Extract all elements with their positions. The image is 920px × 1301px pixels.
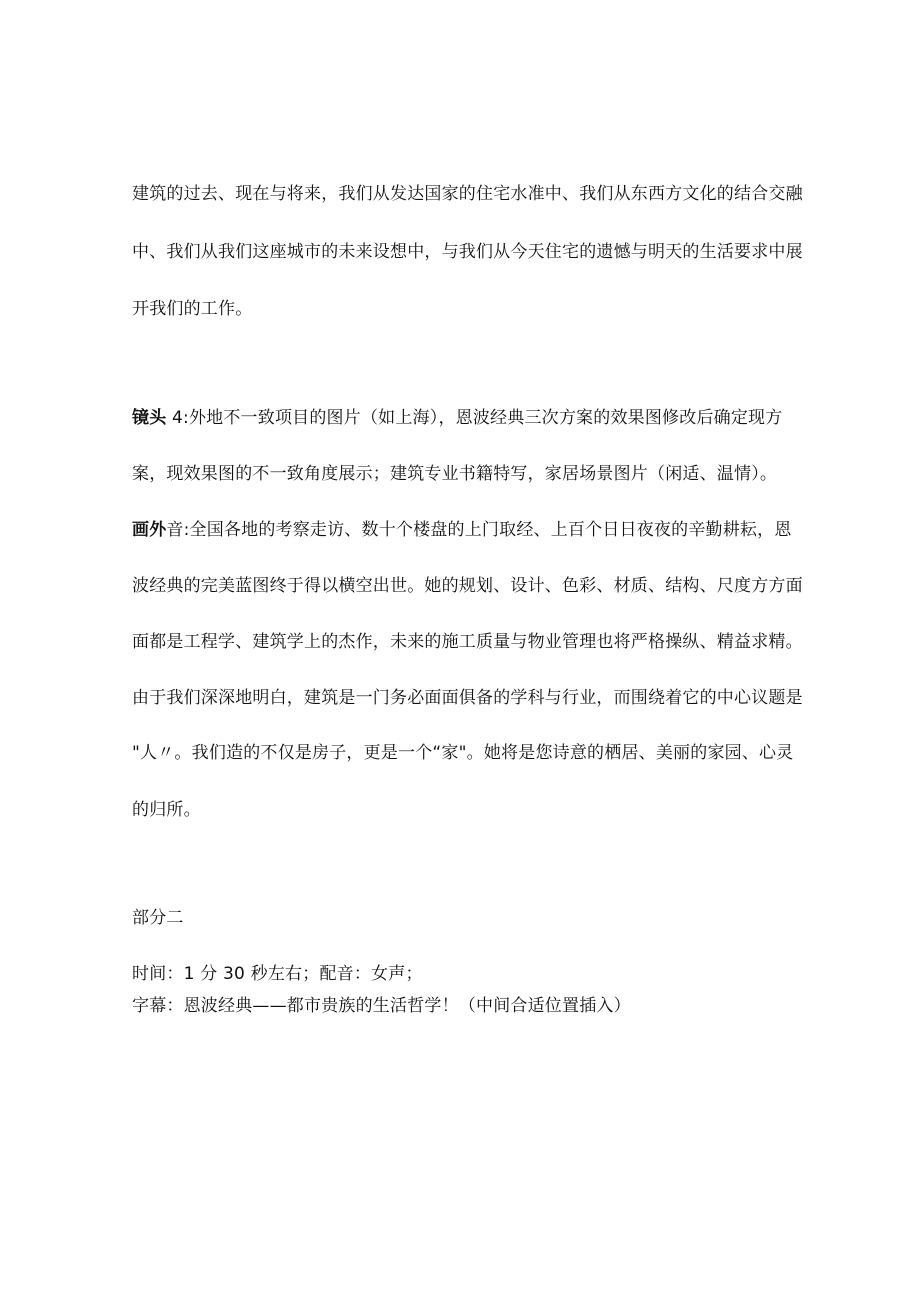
voiceover-label: 画外 bbox=[132, 520, 167, 540]
shot-4-line-2: 案，现效果图的不一致角度展示；建筑专业书籍特写，家居场景图片（闲适、温情）。 bbox=[132, 464, 778, 484]
paragraph-1-line-1: 建筑的过去、现在与将来，我们从发达国家的住宅水准中、我们从东西方文化的结合交融 bbox=[132, 184, 803, 204]
shot-4-line-1 bbox=[132, 406, 812, 430]
voiceover-line-3: 面都是工程学、建筑学上的杰作，未来的施工质量与物业管理也将严格操纵、精益求精。 bbox=[132, 632, 803, 652]
voiceover-text-start: 音:全国各地的考察走访、数十个楼盘的上门取经、上百个日日夜夜的辛勤耕耘，恩 bbox=[166, 520, 792, 540]
voiceover-line-5: "人〃。我们造的不仅是房子，更是一个“家"。她将是您诗意的栖居、美丽的家园、心灵 bbox=[132, 743, 794, 763]
part-2-heading: 部分二 bbox=[132, 908, 184, 928]
shot-4-description: 4:外地不一致项目的图片（如上海），恩波经典三次方案的效果图修改后确定现方 bbox=[166, 408, 783, 428]
voiceover-line-6: 的归所。 bbox=[132, 800, 201, 820]
paragraph-1-line-3: 开我们的工作。 bbox=[132, 299, 253, 319]
paragraph-1-line-2: 中、我们从我们这座城市的未来设想中，与我们从今天住宅的遗憾与明天的生活要求中展 bbox=[132, 242, 803, 262]
voiceover-line-2: 波经典的完美蓝图终于得以横空出世。她的规划、设计、色彩、材质、结构、尺度方方面 bbox=[132, 576, 803, 596]
part-2-time-line: 时间：1 分 30 秒左右；配音：女声； bbox=[132, 964, 423, 984]
voiceover-line-4: 由于我们深深地明白，建筑是一门务必面面俱备的学科与行业，而围绕着它的中心议题是 bbox=[132, 688, 803, 708]
part-2-caption-line: 字幕：恩波经典——都市贵族的生活哲学！（中间合适位置插入） bbox=[132, 996, 631, 1016]
voiceover-line-1 bbox=[132, 518, 812, 542]
shot-4-label: 镜头 bbox=[132, 408, 167, 428]
